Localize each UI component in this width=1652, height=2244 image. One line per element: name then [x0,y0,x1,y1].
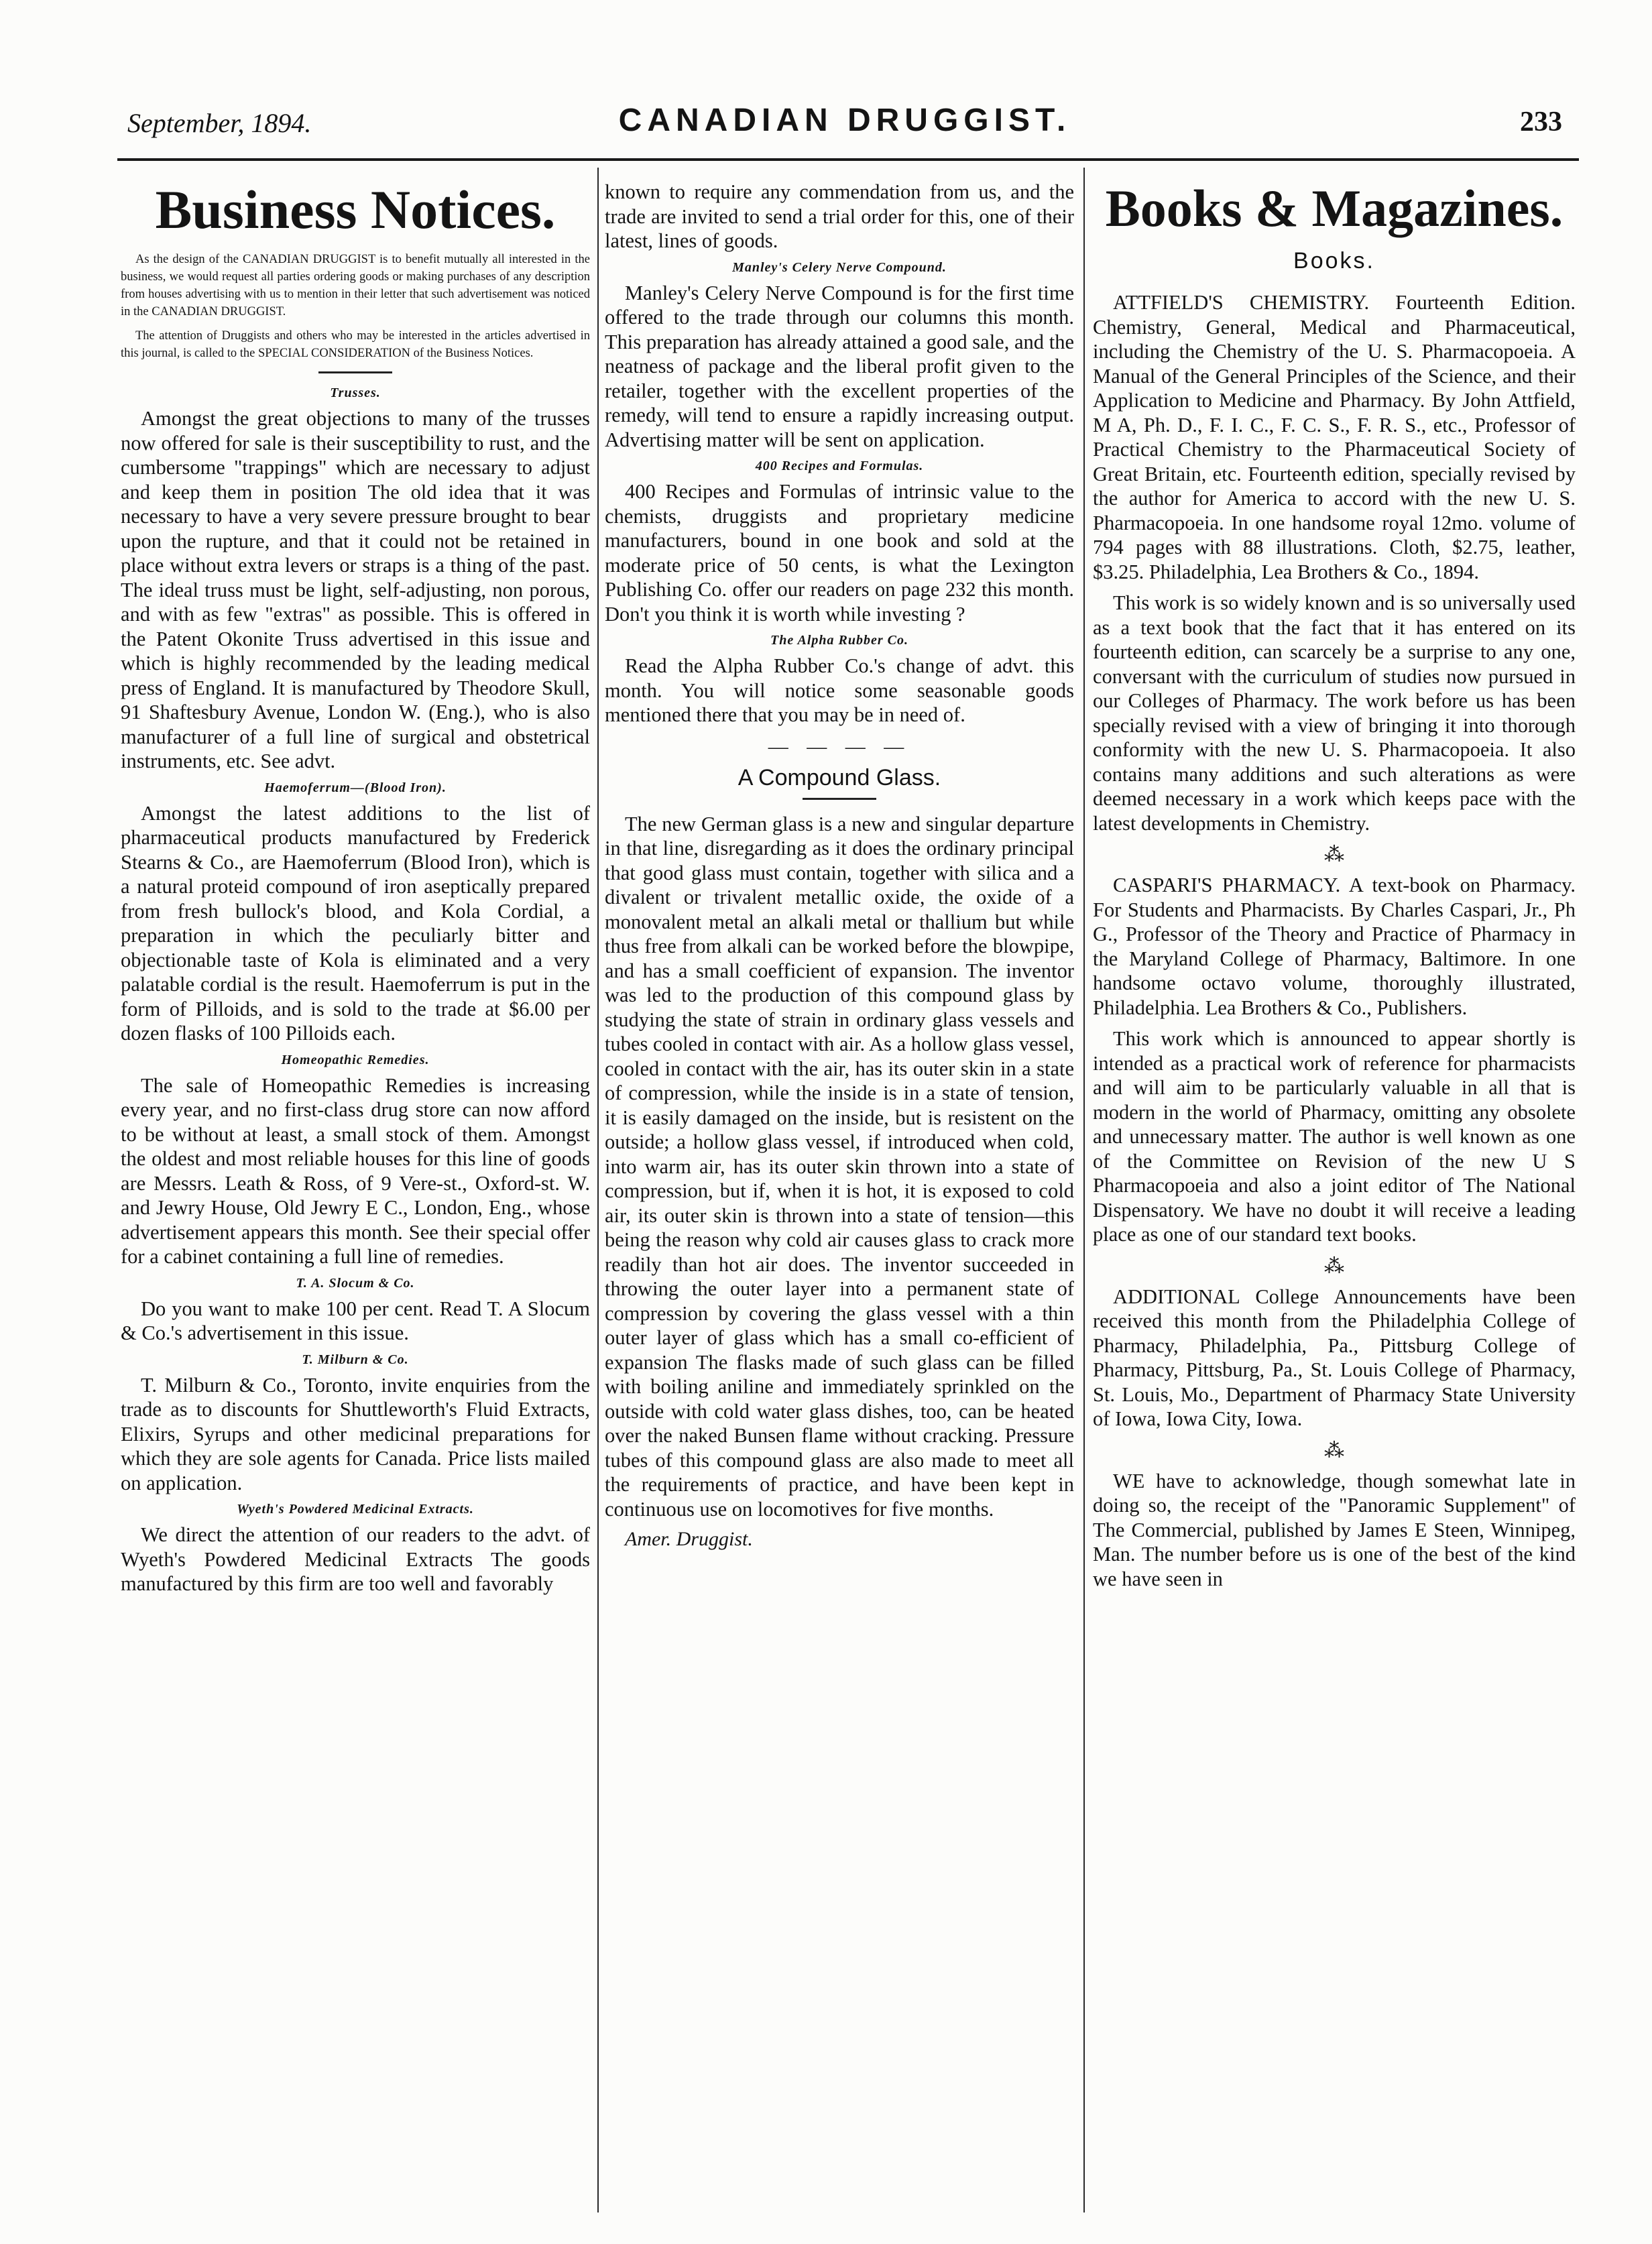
journal-title: CANADIAN DRUGGIST. [618,103,1071,138]
article-source: Amer. Druggist. [625,1528,753,1550]
book-entry-caspari: CASPARI'S PHARMACY. A text-book on Pharmacy. For Students and Pharmacists. By Charles Caspari, Jr., Ph G., Professor of the Theory and Practice of Pharmacy in the Maryland College of Pharmacy, Baltimore. In one handsome octavo volume, thoroughly illustrated, Philadelphia. Lea Brothers & Co., Publishers. [1093,874,1576,1019]
notice-text-manley: Manley's Celery Nerve Compound is for the first time offered to the trade through our columns this month. This preparation has already attained a good sale, and the neatness of package and the liberal profit given to the retailer, together with the excellent properties of the remedy, will tend to ensure a rapidly increasing output. Advertising matter will be sent on application. [605,281,1074,451]
notice-text-milburn: T. Milburn & Co., Toronto, invite enquiries from the trade as to discounts for Shuttleworth's Fluid Extracts, Elixirs, Syrups and other medicinal preparations for which they are sole agents for Canada. Price lists mailed on application. [121,1373,590,1494]
column-middle [605,180,1074,2218]
book-review-attfield: This work is so widely known and is so universally used as a text book that the fact that it has entered on its fourteenth edition, can scarcely be a surprise to any one, conversant with the curriculum of studies now pursued in our Colleges of Pharmacy. The work before us has been specially revised with a view of bringing it into thorough conformity with the new U. S. Pharmacopoeia. It also contains many additions and such alterations as were deemed necessary in a work which keeps pace with the latest developments in Chemistry. [1093,591,1576,835]
notice-title-homeopathic: Homeopathic Remedies. [281,1052,430,1067]
college-announcements: ADDITIONAL College Announcements have been received this month from the Philadelphia College of Pharmacy, Philadelphia, Pa., Pittsburg College of Pharmacy, Pittsburg, Pa., St. Louis College of Pharmacy, St. Louis, Mo., Department of Pharmacy State University of Iowa, Iowa City, Iowa. [1093,1285,1576,1430]
divider [318,371,392,373]
notice-text-slocum: Do you want to make 100 per cent. Read T. A Slocum & Co.'s advertisement in this issue. [121,1297,590,1344]
notice-text-haemoferrum: Amongst the latest additions to the list of pharmaceutical products manufactured by Frederick Stearns & Co., are Haemoferrum (Blood Iron), which is a natural proteid compound of iron aseptically prepared from fresh bullock's blood, and Kola Cordial, a preparation in which the peculiarly bitter and objectionable taste of Kola is eliminated and a very palatable cordial is the result. Haemoferrum is put in the form of Pilloids, and is sold to the trade at $6.00 per dozen flasks of 100 Pilloids each. [121,801,590,1045]
header-rule [117,158,1579,161]
book-review-caspari: This work which is announced to appear shortly is intended as a practical work of reference for pharmacists and will aim to be particularly valuable in all that is modern in the world of Pharmacy, omitting any obsolete and unnecessary matter. The author is well known as one of the Committee on Revision of the new U S Pharmacopoeia and also a joint editor of The National Dispensatory. We have no doubt it will receive a leading place as one of our standard text books. [1093,1027,1576,1246]
notice-text-homeopathic: The sale of Homeopathic Remedies is increasing every year, and no first-class drug store can now afford to be without at least, a small stock of them. Amongst the oldest and most reliable houses for this line of goods are Messrs. Leath & Ross, of 9 Vere-st., Oxford-st. W. and Jewry House, Old Jewry E C., London, Eng., whose advertisement appears this month. See their special offer for a cabinet containing a full line of remedies. [121,1073,590,1268]
divider [803,798,876,800]
article-text-compound-glass: The new German glass is a new and singular departure in that line, disregarding as it does the ordinary principal that good glass must contain, together with silica and a divalent or trivalent metallic oxide, the oxide of a monovalent metal an alkali metal or thallium but while thus free from alkali can be worked before the blowpipe, and has a small coefficient of expansion. The inventor was led to the production of this compound glass by studying the state of strain in ordinary glass vessels and tubes cooled in contact with air. As a hollow glass vessel, cooled in contact with the air, has its outer skin in a state of compression, while the inside is in a state of tension, it is easily damaged on the inside, but is resistent on the outside; a hollow glass vessel, if introduced when cold, into warm air, has its outer skin thrown into a state of compression, but if, when it is hot, it is exposed to cold air, its outer skin is thrown into a state of tension—this being the reason why cold air causes glass to crack more readily than hot air does. The inventor succeeded in throwing the outer layer into a permanent state of compression by covering the glass vessel with a thin outer layer of glass which has a small co-efficient of expansion The flasks made of such glass can be filled with boiling aniline and immediately sprinkled on the outside with cold water glass dishes, too, can be heated over the naked Bunsen flame without cracking. Pressure tubes of this compound glass are also made to meet all the requirements of practice, and have been kept in continuous use on locomotives for five months. [605,812,1074,1521]
notice-title-trusses: Trusses. [330,386,381,400]
asterism-divider: ⁂ [1324,843,1344,866]
acknowledgement-text: WE have to acknowledge, though somewhat late in doing so, the receipt of the "Panoramic Supplement" of The Commercial, published by James E Steen, Winnipeg, Man. The number before us is one of the best of the kind we have seen in [1093,1469,1576,1590]
notice-title-slocum: T. A. Slocum & Co. [296,1275,415,1291]
section-heading-business-notices: Business Notices. [155,180,556,240]
asterism-divider: ⁂ [1324,1439,1344,1462]
notice-title-wyeth: Wyeth's Powdered Medicinal Extracts. [237,1502,474,1517]
article-title-compound-glass: A Compound Glass. [738,764,941,790]
section-separator: — — — — [768,735,911,758]
notice-title-recipes: 400 Recipes and Formulas. [755,459,924,473]
column-business-notices [121,180,590,2218]
intro-note: The attention of Druggists and others who may be interested in the articles advertised in this journal, is called to the SPECIAL CONSIDERATION of the Business Notices. [121,329,590,360]
intro-note: As the design of the CANADIAN DRUGGIST is to benefit mutually all interested in the business, we would request all parties ordering goods or making purchases of any description from houses advertising with us to mention in their letter that such advertisement was noticed in the CANADIAN DRUGGIST. [121,253,590,318]
page-header [127,102,1562,149]
notice-title-manley: Manley's Celery Nerve Compound. [732,259,947,275]
notice-title-haemoferrum: Haemoferrum—(Blood Iron). [264,780,447,795]
issue-date: September, 1894. [127,108,312,138]
notice-text-wyeth: We direct the attention of our readers to the advt. of Wyeth's Powdered Medicinal Extracts The goods manufactured by this firm are too well and favorably [121,1523,590,1595]
subsection-heading-books: Books. [1293,248,1375,274]
notice-title-alpha-rubber: The Alpha Rubber Co. [770,633,908,648]
column-divider [597,168,599,2212]
section-heading-books-magazines: Books & Magazines. [1105,180,1564,237]
column-books-magazines [1093,180,1576,2218]
asterism-divider: ⁂ [1324,1254,1344,1277]
column-divider [1083,168,1085,2212]
book-entry-attfield: ATTFIELD'S CHEMISTRY. Fourteenth Edition. Chemistry, General, Medical and Pharmaceutical, including the Chemistry of the U. S. Pharmacopoeia. A Manual of the General Principles of the Science, and their Application to Medicine and Pharmacy. By John Attfield, M A, Ph. D., F. I. C., F. C. S., F. R. S., etc., Professor of Practical Chemistry to the Pharmaceutical Society of Great Britain, etc. Fourteenth edition, specially revised by the author for America to accord with the new U. S. Pharmacopoeia. In one handsome royal 12mo. volume of 794 pages with 88 illustrations. Cloth, $2.75, leather, $3.25. Philadelphia, Lea Brothers & Co., 1894. [1093,291,1576,583]
notice-title-milburn: T. Milburn & Co. [302,1352,409,1367]
page-number: 233 [1520,107,1562,137]
notice-text-wyeth-continued: known to require any commendation from us, and the trade are invited to send a trial order for this, one of their latest, lines of goods. [605,180,1074,252]
notice-text-recipes: 400 Recipes and Formulas of intrinsic value to the chemists, druggists and proprietary medicine manufacturers, bound in one book and sold at the moderate price of 50 cents, is what the Lexington Publishing Co. offer our readers on page 232 this month. Don't you think it is worth while investing ? [605,480,1074,626]
notice-text-alpha-rubber: Read the Alpha Rubber Co.'s change of advt. this month. You will notice some seasonable goods mentioned there that you may be in need of. [605,654,1074,726]
notice-text-trusses: Amongst the great objections to many of the trusses now offered for sale is their susceptibility to rust, and the cumbersome "trappings" which are necessary to adjust and keep them in position The old idea that it was necessary to have a very severe pressure brought to bear upon the rupture, and that it could not be retained in place without extra levers or straps is a thing of the past. The ideal truss must be light, self-adjusting, non porous, and with as few "extras" as possible. This is offered in the Patent Okonite Truss advertised in this issue and which is highly recommended by the leading medical press of England. It is manufactured by Theodore Skull, 91 Shaftesbury Avenue, London W. (Eng.), who is also manufacturer of a full line of surgical and obstetrical instruments, etc. See advt. [121,407,590,772]
